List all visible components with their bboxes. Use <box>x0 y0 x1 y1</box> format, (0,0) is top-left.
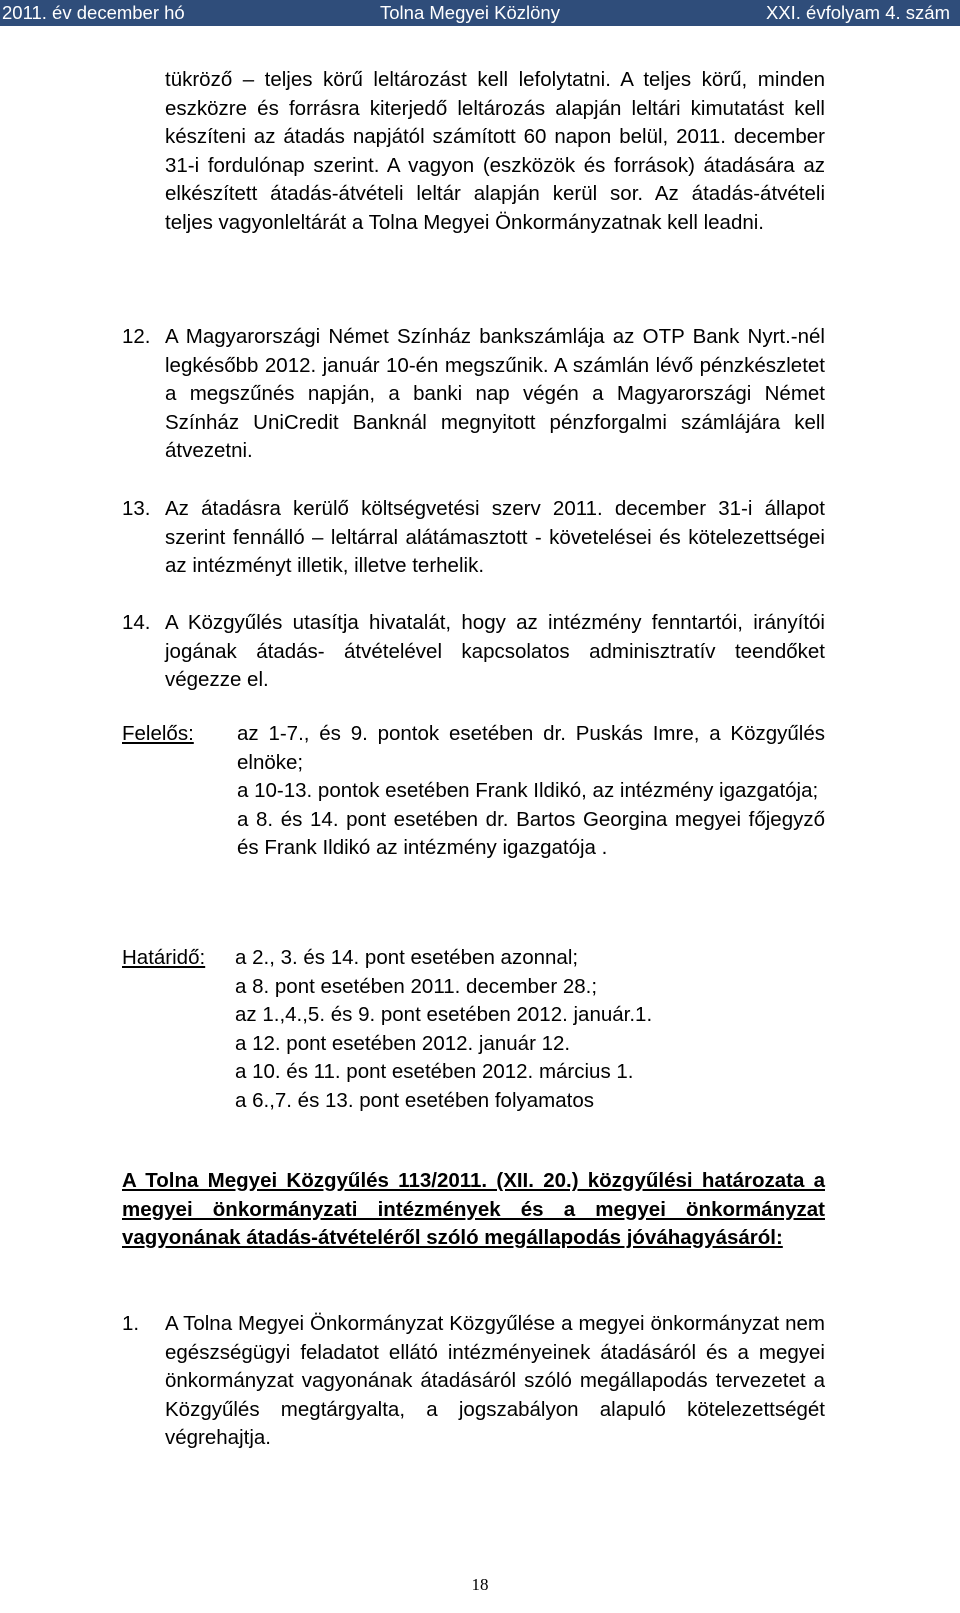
list-item <box>122 323 825 466</box>
responsible-line: az 1-7., és 9. pontok esetében dr. Puskás Imre, a Közgyűlés elnöke; <box>237 722 825 774</box>
page-header <box>0 0 960 26</box>
deadline-section <box>122 944 825 1115</box>
item-number: 13. <box>122 497 151 520</box>
deadline-line: a 8. pont esetében 2011. december 28.; <box>235 974 598 998</box>
item-text: A Tolna Megyei Önkormányzat Közgyűlése a megyei önkormányzat nem egészségügyi feladatot ellátó intézményeinek átadásáról és a megyei önkormányzat vagyonának átadásáról szóló megállapodás tervezetet a Közgyűlés megtárgyalta, a jogszabályon alapuló kötelezettségét végrehajtja. <box>165 1312 825 1449</box>
item-text: Az átadásra kerülő költségvetési szerv 2011. december 31-i állapot szerint fennálló – leltárral alátámasztott - követelései és kötelezettségei az intézményt illetik, illetve terhelik. <box>165 497 825 577</box>
list-item <box>122 1310 825 1453</box>
responsible-line: a 8. és 14. pont esetében dr. Bartos Georgina megyei főjegyző és Frank Ildikó az intézmény igazgatója . <box>237 807 825 859</box>
item-text: A Közgyűlés utasítja hivatalát, hogy az intézmény fenntartói, irányítói jogának átadás- átvételével kapcsolatos adminisztratív teendőket végezze el. <box>165 611 825 691</box>
header-volume: XXI. évfolyam 4. szám <box>765 2 950 23</box>
item-number: 12. <box>122 325 151 348</box>
intro-paragraph: tükröző – teljes körű leltározást kell lefolytatni. A teljes körű, minden eszközre és forrásra kiterjedő leltározás alapján leltári kimutatást kell készíteni az átadás napjától számított 60 napon belül, 2011. december 31-i fordulónap szerint. A vagyon (eszközök és források) átadására az elkészített átadás-átvételi leltár alapján kerül sor. Az átadás-átvételi teljes vagyonleltárát a Tolna Megyei Önkormányzatnak kell leadni. <box>165 68 825 234</box>
header-publication-title: Tolna Megyei Közlöny <box>380 2 560 23</box>
responsible-label: Felelős: <box>122 722 194 745</box>
resolution-title: A Tolna Megyei Közgyűlés 113/2011. (XII. 20.) közgyűlési határozata a megyei önkormányzati intézmények és a megyei önkormányzat vagyonának átadás-átvételéről szóló megállapodás jóváhagyásáról: <box>122 1169 825 1249</box>
deadline-line: a 2., 3. és 14. pont esetében azonnal; <box>235 946 579 969</box>
deadline-line: a 10. és 11. pont esetében 2012. március 1. <box>235 1060 634 1083</box>
deadline-label: Határidő: <box>122 946 206 969</box>
deadline-line: a 6.,7. és 13. pont esetében folyamatos <box>235 1088 594 1112</box>
responsible-line: a 10-13. pontok esetében Frank Ildikó, az intézmény igazgatója; <box>237 779 819 802</box>
deadline-line: a 12. pont esetében 2012. január 12. <box>235 1031 571 1055</box>
page-number: 18 <box>471 1575 489 1594</box>
item-text: A Magyarországi Német Színház bankszámlája az OTP Bank Nyrt.-nél legkésőbb 2012. január 10-én megszűnik. A számlán lévő pénzkészletet a megszűnés napján, a banki nap végén a Magyarországi Német Színház UniCredit Banknál megnyitott pénzforgalmi számlájára kell átvezetni. <box>165 325 825 462</box>
list-item <box>122 609 825 695</box>
list-item <box>122 495 825 581</box>
deadline-line: az 1.,4.,5. és 9. pont esetében 2012. január.1. <box>235 1003 653 1026</box>
item-number: 14. <box>122 611 151 634</box>
item-number: 1. <box>122 1312 140 1335</box>
header-issue-date: 2011. év december hó <box>2 2 185 23</box>
responsible-section <box>122 720 825 863</box>
